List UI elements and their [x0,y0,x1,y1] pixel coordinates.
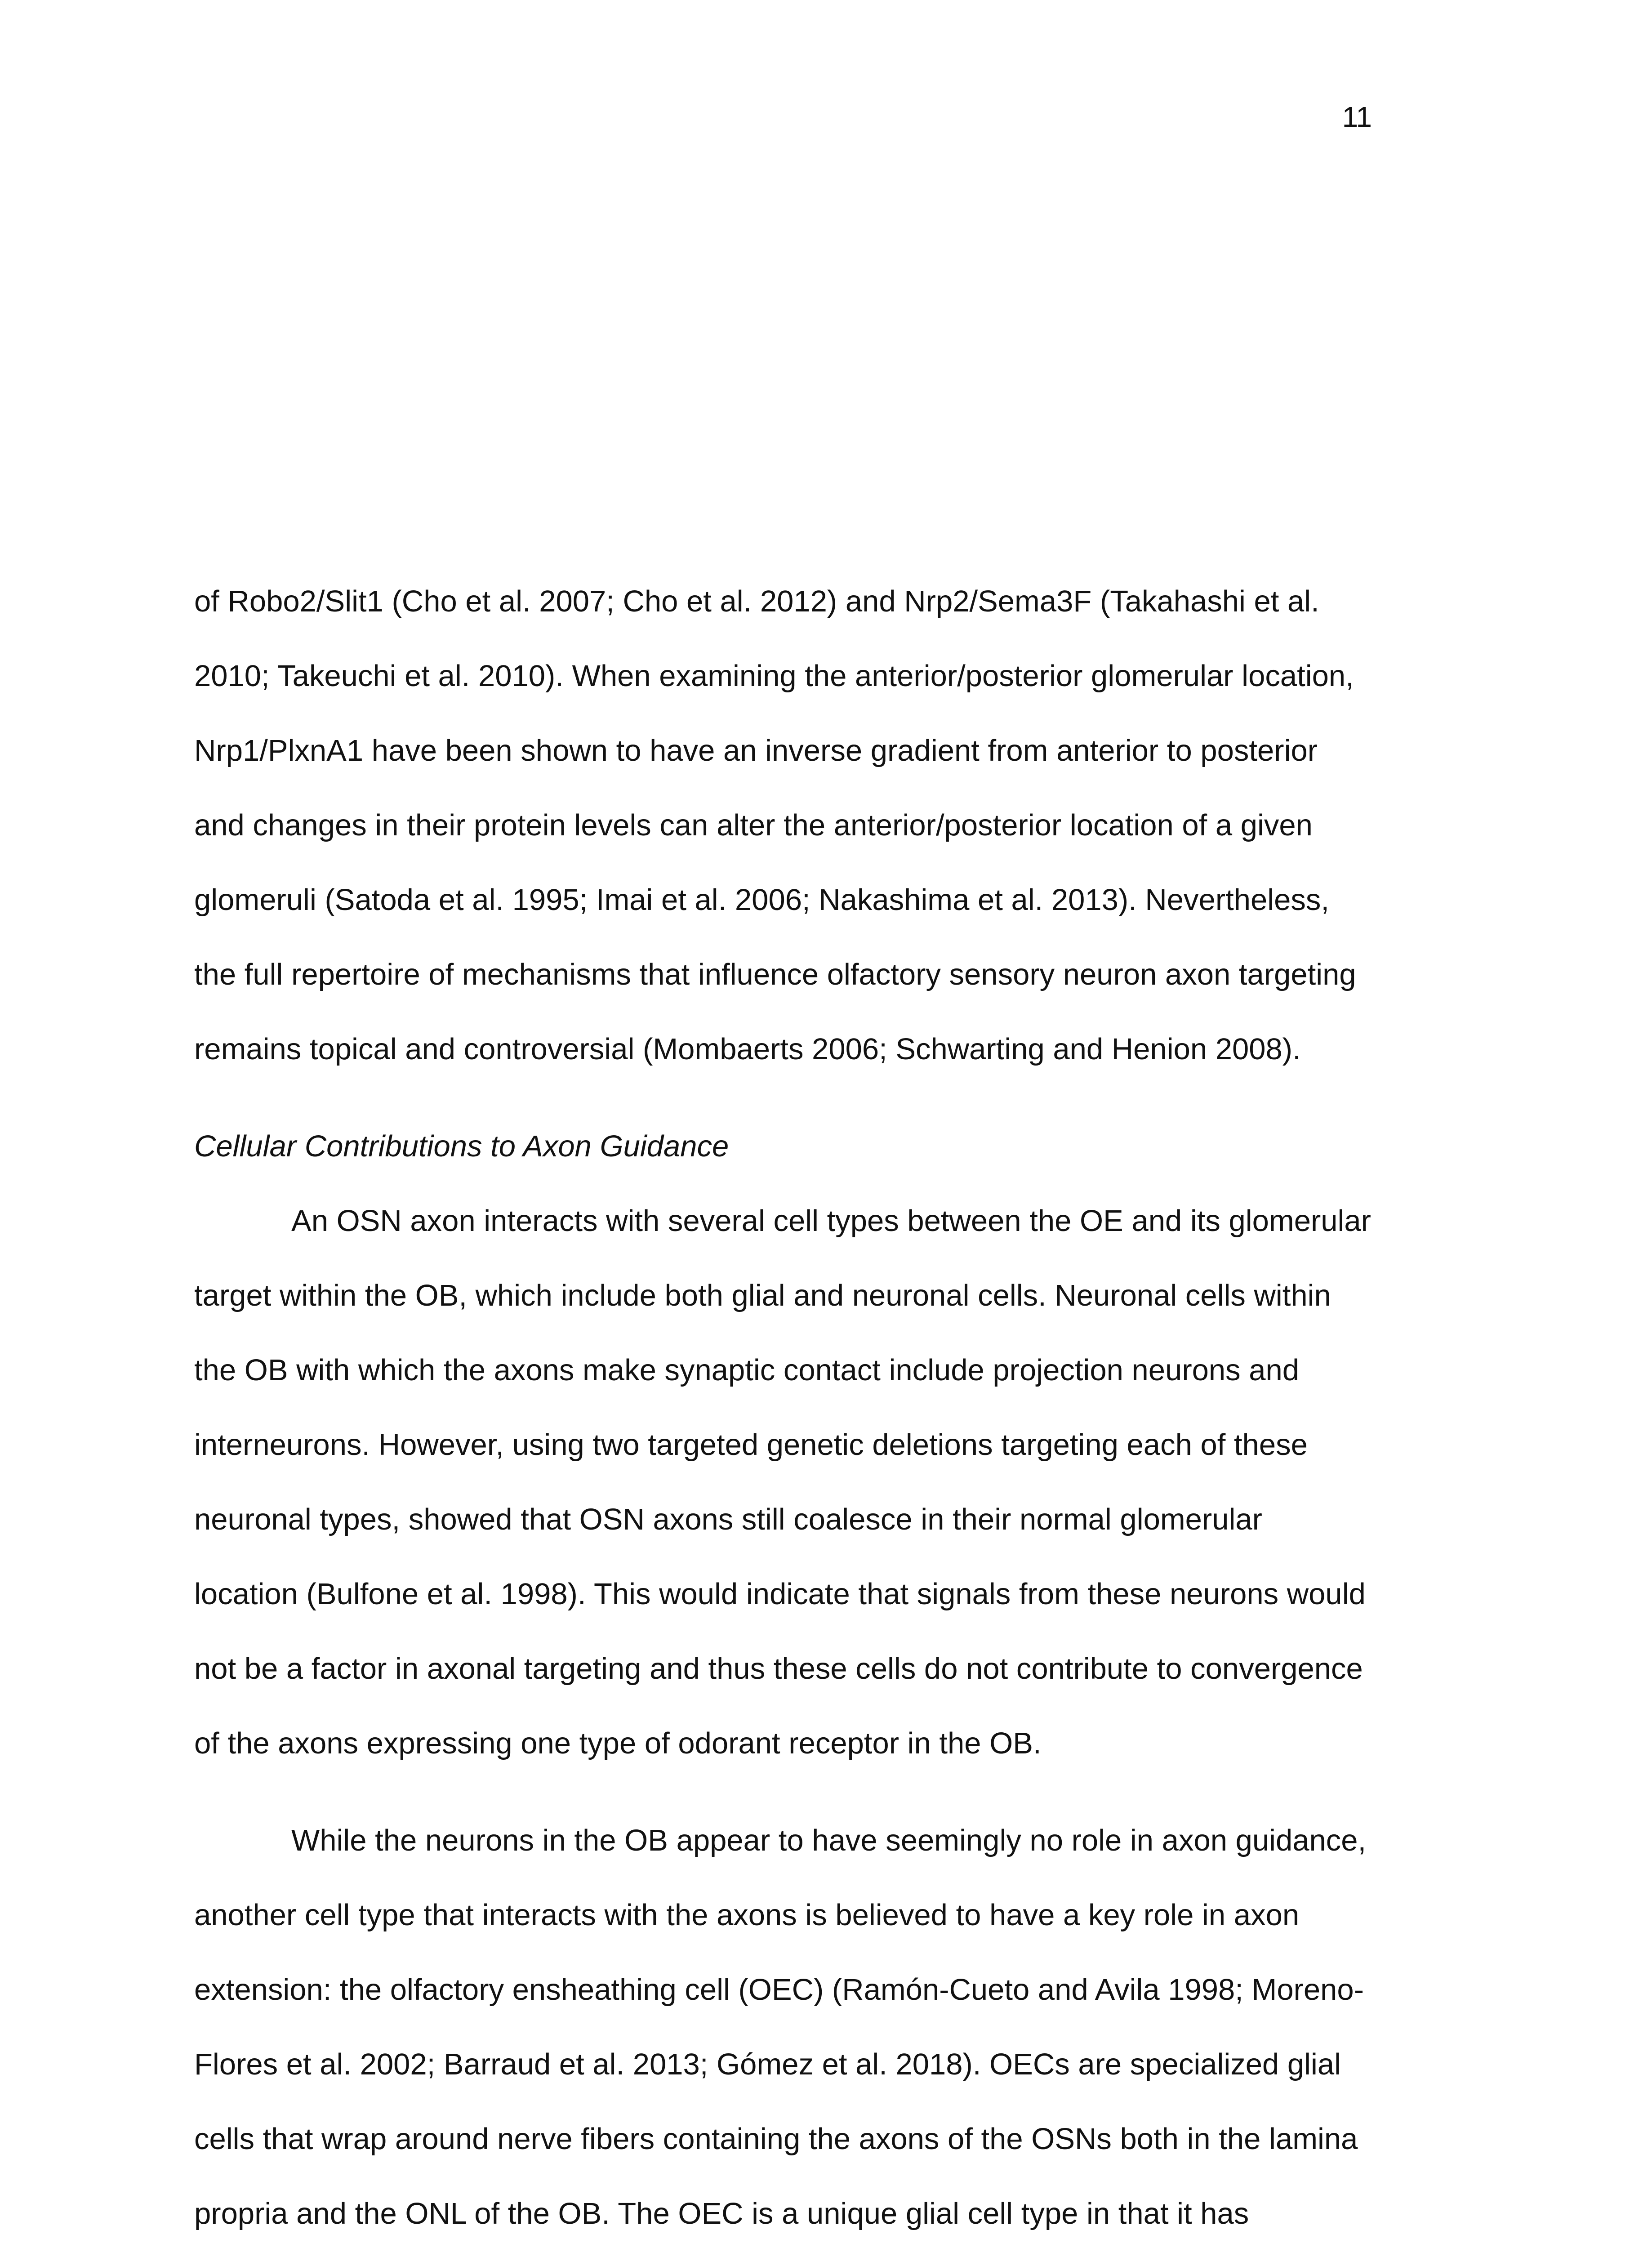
body-text [194,564,1457,2248]
text-line: extension: the olfactory ensheathing cell (OEC) (Ramón-Cueto and Avila 1998; Moreno- [194,1973,1364,2007]
paragraph-1 [194,564,1457,1087]
text-line: remains topical and controversial (Mombaerts 2006; Schwarting and Henion 2008). [194,1032,1301,1066]
paragraph-2 [194,1184,1457,1781]
text-line: glomeruli (Satoda et al. 1995; Imai et al. 2006; Nakashima et al. 2013). Nevertheless, [194,883,1330,917]
text-line: the OB with which the axons make synaptic contact include projection neurons and [194,1353,1300,1387]
text-line: propria and the ONL of the OB. The OEC is a unique glial cell type in that it has [194,2197,1249,2230]
text-line: not be a factor in axonal targeting and thus these cells do not contribute to convergence [194,1652,1363,1686]
text-line: and changes in their protein levels can alter the anterior/posterior location of a given [194,808,1313,842]
section-heading: Cellular Contributions to Axon Guidance [194,1129,729,1163]
text-line: 2010; Takeuchi et al. 2010). When examining the anterior/posterior glomerular location, [194,659,1354,693]
text-line: An OSN axon interacts with several cell types between the OE and its glomerular [291,1204,1371,1238]
text-line: Flores et al. 2002; Barraud et al. 2013; Gómez et al. 2018). OECs are specialized glial [194,2047,1341,2081]
spacer [194,1781,1457,1803]
text-line: another cell type that interacts with the axons is believed to have a key role in axon [194,1898,1300,1932]
page-number: 11 [1342,101,1372,133]
spacer [194,1087,1457,1109]
text-line: Nrp1/PlxnA1 have been shown to have an inverse gradient from anterior to posterior [194,734,1318,767]
text-line: neuronal types, showed that OSN axons still coalesce in their normal glomerular [194,1503,1262,1536]
text-line: location (Bulfone et al. 1998). This would indicate that signals from these neurons would [194,1577,1366,1611]
text-line: target within the OB, which include both glial and neuronal cells. Neuronal cells within [194,1279,1331,1312]
paragraph-3 [194,1803,1457,2248]
text-line: the full repertoire of mechanisms that influence olfactory sensory neuron axon targeting [194,958,1356,991]
text-line: interneurons. However, using two targeted genetic deletions targeting each of these [194,1428,1308,1462]
text-line: of Robo2/Slit1 (Cho et al. 2007; Cho et al. 2012) and Nrp2/Sema3F (Takahashi et al. [194,584,1319,618]
text-line: cells that wrap around nerve fibers containing the axons of the OSNs both in the lamina [194,2122,1358,2156]
text-line: While the neurons in the OB appear to have seemingly no role in axon guidance, [291,1824,1367,1857]
text-line: of the axons expressing one type of odorant receptor in the OB. [194,1726,1042,1760]
